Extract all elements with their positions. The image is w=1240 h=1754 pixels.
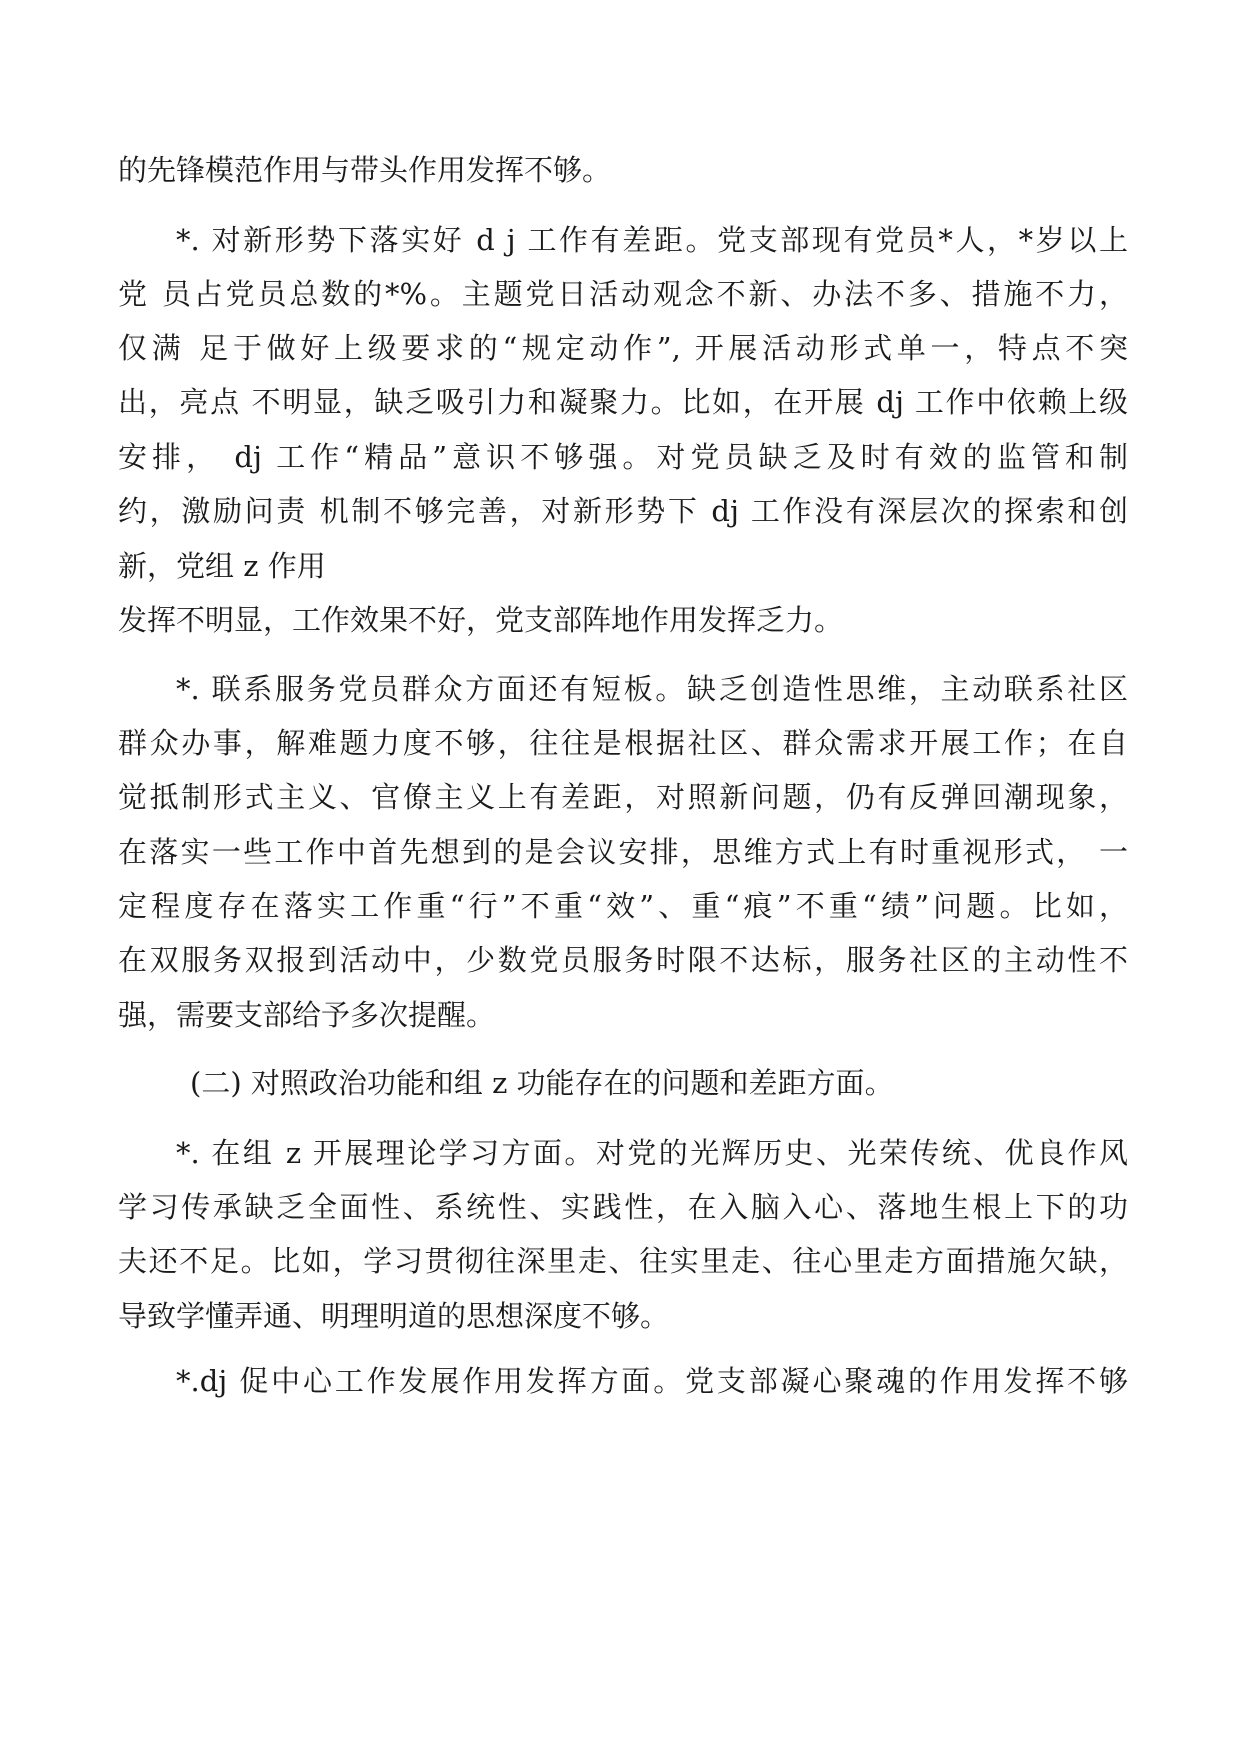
text-line: *.dj 促中心工作发展作用发挥方面。党支部凝心聚魂的作用发挥不够 [176, 1364, 1128, 1398]
text-line: 的先锋模范作用与带头作用发挥不够。 [118, 153, 612, 187]
text-line: 发挥不明显，工作效果不好，党支部阵地作用发挥乏力。 [118, 603, 844, 637]
text-line: *. 对新形势下落实好 d j 工作有差距。党支部现有党员*人，*岁以上 [176, 223, 1128, 257]
text-line: 新，党组 z 作用 [118, 549, 326, 583]
text-line: 定程度存在落实工作重“行”不重“效”、重“痕”不重“绩”问题。比如， [118, 889, 1128, 923]
text-line: 党 员占党员总数的*%。主题党日活动观念不新、办法不多、措施不力， [118, 277, 1128, 311]
text-line: 学习传承缺乏全面性、系统性、实践性，在入脑入心、落地生根上下的功 [118, 1190, 1128, 1224]
text-line: 导致学懂弄通、明理明道的思想深度不够。 [118, 1299, 670, 1333]
text-line: 安排， dj 工作“精品”意识不够强。对党员缺乏及时有效的监管和制 [118, 440, 1128, 474]
text-line: 觉抵制形式主义、官僚主义上有差距，对照新问题，仍有反弹回潮现象， [118, 780, 1128, 814]
text-line: 在双服务双报到活动中，少数党员服务时限不达标，服务社区的主动性不 [118, 943, 1128, 977]
text-line: *. 在组 z 开展理论学习方面。对党的光辉历史、光荣传统、优良作风 [176, 1136, 1128, 1170]
text-line: 出，亮点 不明显，缺乏吸引力和凝聚力。比如，在开展 dj 工作中依赖上级 [118, 385, 1128, 419]
text-line: 强，需要支部给予多次提醒。 [118, 998, 496, 1032]
text-line: 在落实一些工作中首先想到的是会议安排，思维方式上有时重视形式， 一 [118, 835, 1128, 869]
text-line: 仅满 足于做好上级要求的“规定动作”, 开展活动形式单一，特点不突 [118, 331, 1128, 365]
section-heading: (二) 对照政治功能和组 z 功能存在的问题和差距方面。 [190, 1066, 894, 1100]
text-line: 夫还不足。比如，学习贯彻往深里走、往实里走、往心里走方面措施欠缺， [118, 1244, 1128, 1278]
text-line: 群众办事，解难题力度不够，往往是根据社区、群众需求开展工作；在自 [118, 726, 1128, 760]
text-line: *. 联系服务党员群众方面还有短板。缺乏创造性思维，主动联系社区 [176, 672, 1128, 706]
text-line: 约，激励问责 机制不够完善，对新形势下 dj 工作没有深层次的探索和创 [118, 494, 1128, 528]
